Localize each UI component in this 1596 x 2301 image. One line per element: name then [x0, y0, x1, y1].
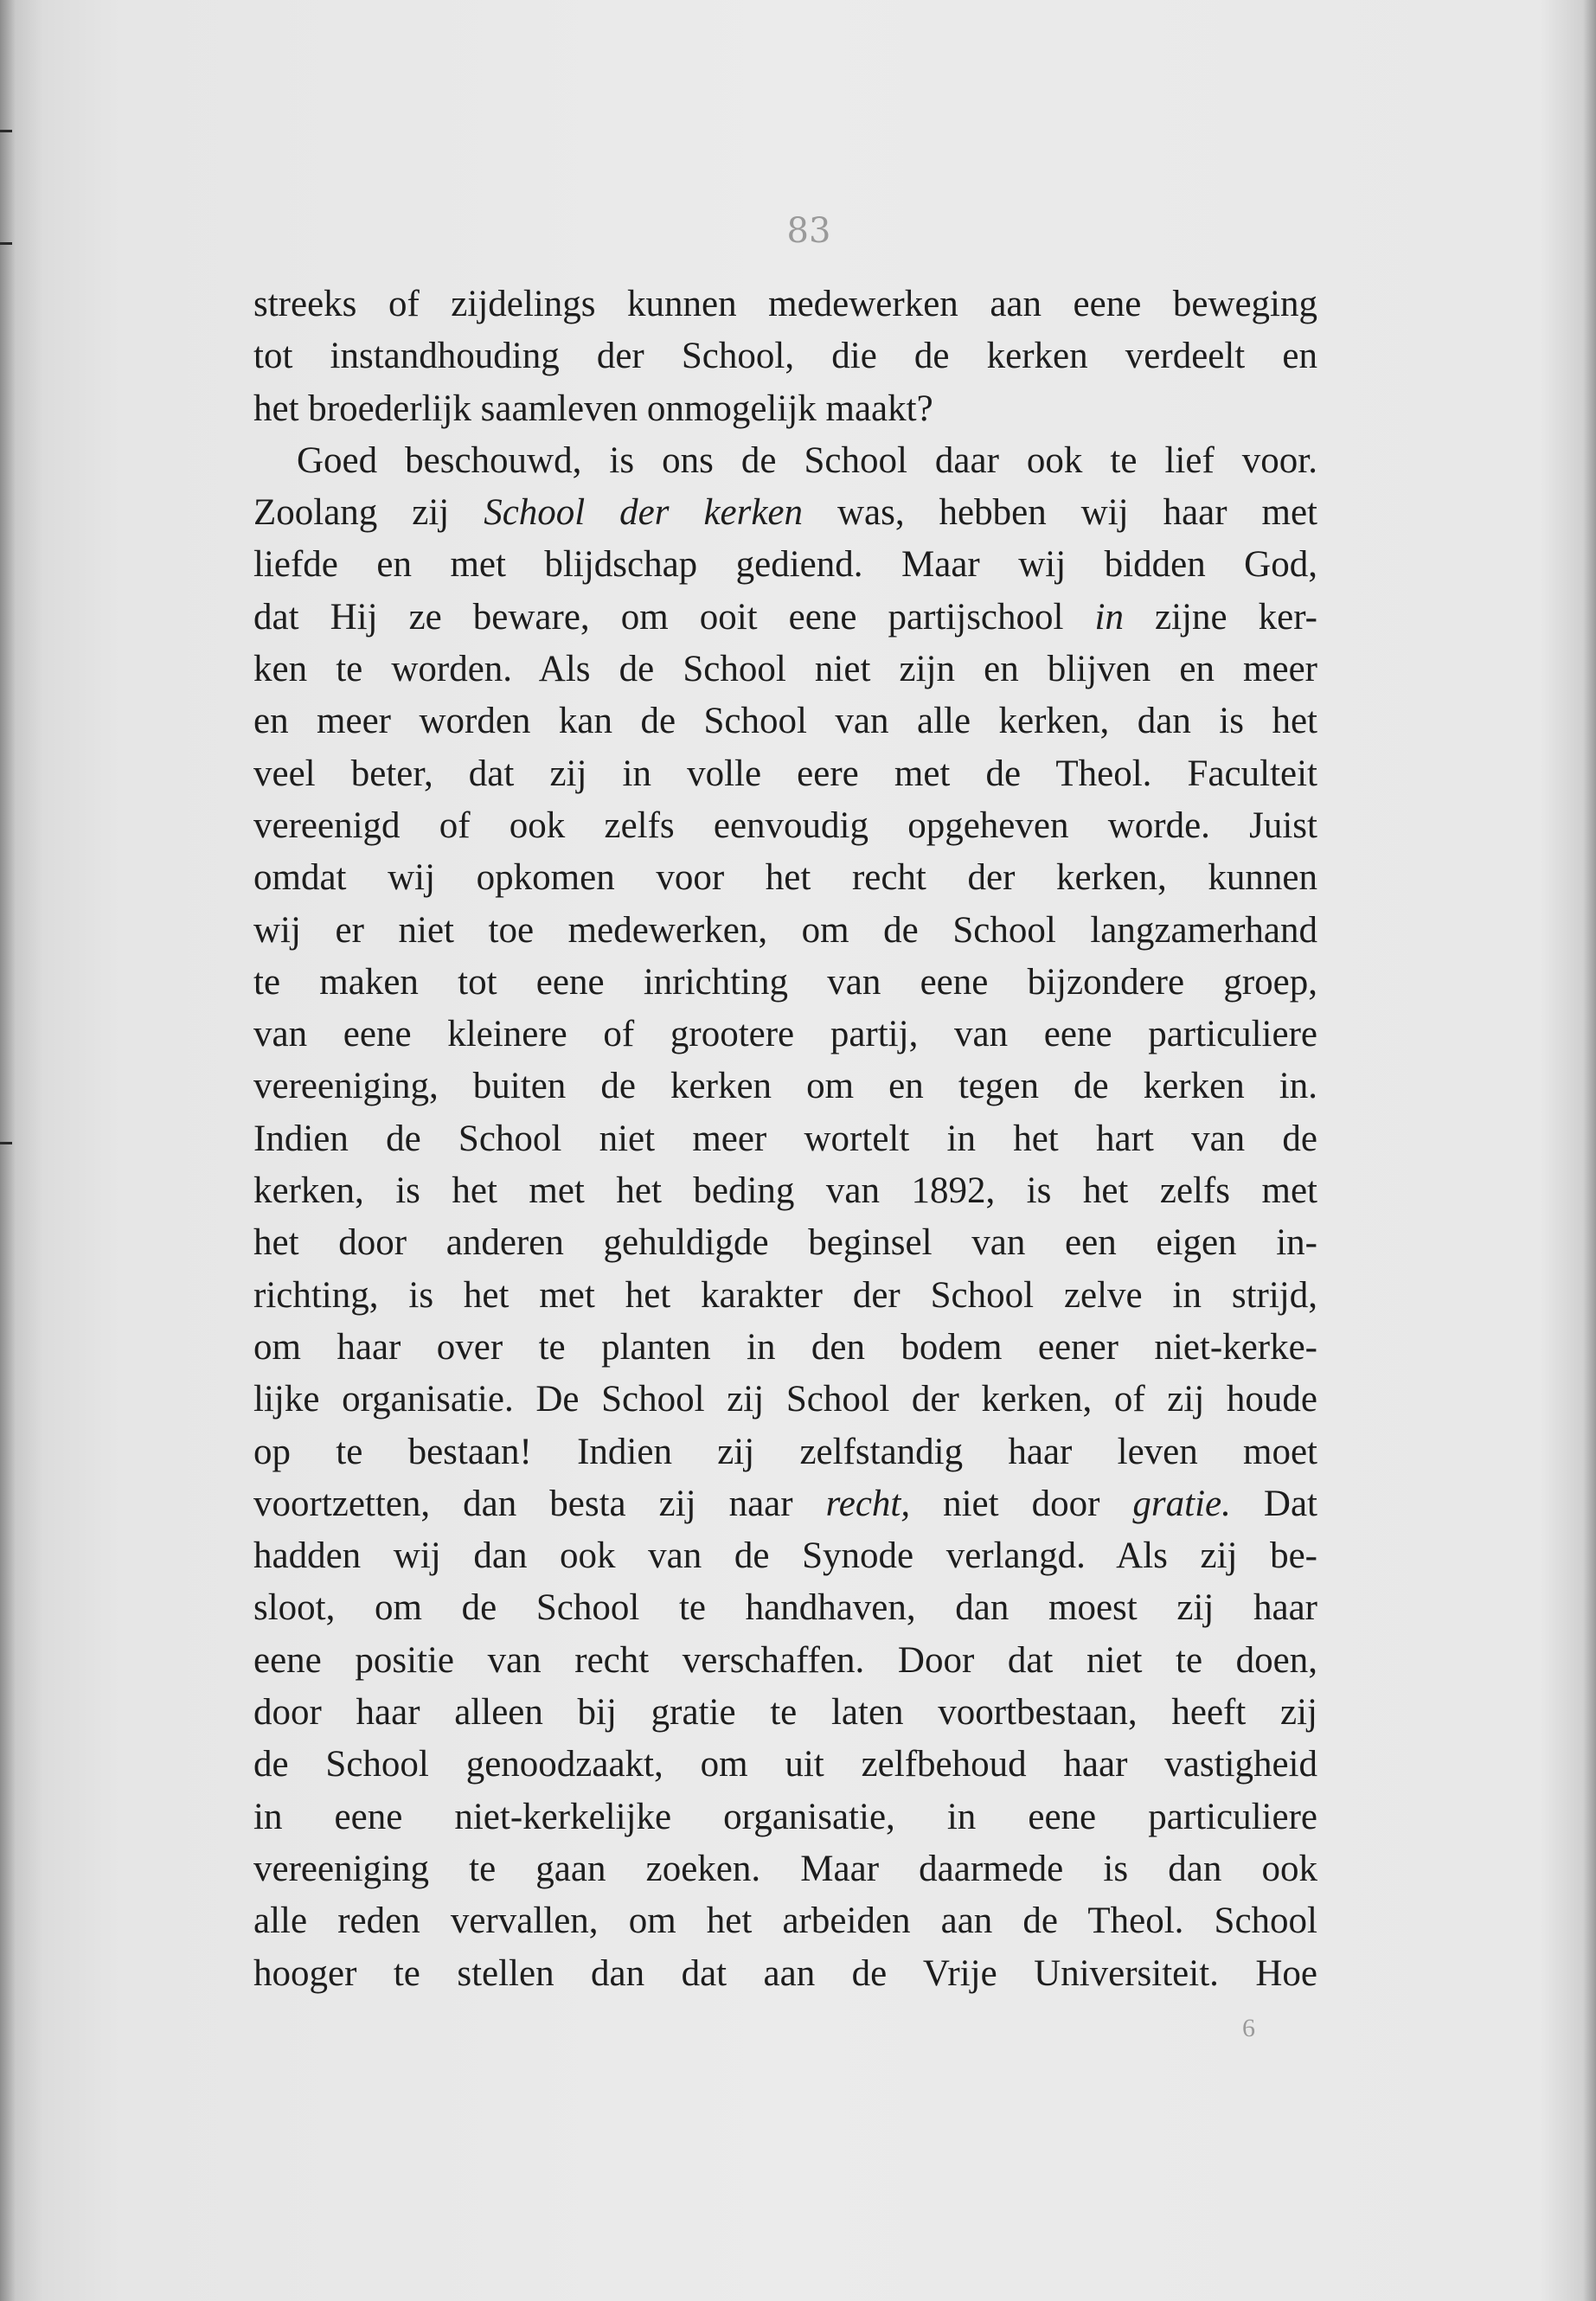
- text-run: op te bestaan! Indien zij zelfstandig haar leven moet: [253, 1431, 1317, 1472]
- text-line: [253, 1843, 1317, 1895]
- text-line: [253, 1635, 1317, 1687]
- text-line: [253, 1530, 1317, 1582]
- text-run: hadden wij dan ook van de Synode verlangd. Als zij be-: [253, 1535, 1317, 1577]
- text-line: [253, 1426, 1317, 1478]
- text-run: ken te worden. Als de School niet zijn en blijven en meer: [253, 649, 1317, 690]
- text-line: [253, 695, 1317, 747]
- text-run: hooger te stellen dan dat aan de Vrije Universiteit. Hoe: [253, 1952, 1317, 1994]
- text-run: te maken tot eene inrichting van eene bijzondere groep,: [253, 961, 1317, 1003]
- text-line: [253, 1478, 1317, 1530]
- text-line: [253, 1374, 1317, 1426]
- text-line: [253, 1217, 1317, 1269]
- text-line: [253, 1895, 1317, 1947]
- text-run: Indien de School niet meer wortelt in het hart van de: [253, 1118, 1317, 1159]
- text-line: [253, 1061, 1317, 1112]
- italic-text: School der kerken: [484, 492, 804, 534]
- text-run: streeks of zijdelings kunnen medewerken aan eene beweging: [253, 284, 1317, 324]
- text-run: eene positie van recht verschaffen. Door dat niet te doen,: [253, 1639, 1317, 1681]
- text-line: [253, 330, 1317, 382]
- text-line: [253, 592, 1317, 644]
- text-line: [253, 905, 1317, 957]
- text-line: [253, 539, 1317, 591]
- text-line: [253, 279, 1317, 330]
- page-number: 83: [786, 211, 831, 251]
- text-line: [253, 1113, 1317, 1165]
- text-line: [253, 1009, 1317, 1061]
- text-run: Zoolang zij: [253, 492, 484, 534]
- text-line: [253, 748, 1317, 800]
- text-line: [253, 1791, 1317, 1843]
- text-run: sloot, om de School te handhaven, dan moest zij haar: [253, 1587, 1317, 1629]
- text-run: voortzetten, dan besta zij naar: [253, 1483, 826, 1524]
- text-line: [253, 800, 1317, 852]
- text-line: [253, 644, 1317, 695]
- text-line: [253, 435, 1317, 487]
- text-run: Dat: [1230, 1483, 1317, 1524]
- text-run: richting, is het met het karakter der School zelve in strijd,: [253, 1274, 1317, 1316]
- text-line: [253, 383, 1317, 435]
- text-run: niet door: [910, 1483, 1133, 1524]
- text-run: vereeniging te gaan zoeken. Maar daarmede is dan ook: [253, 1848, 1317, 1889]
- text-run: van eene kleinere of grootere partij, van eene particuliere: [253, 1014, 1317, 1055]
- text-run: om haar over te planten in den bodem eener niet-kerke-: [253, 1326, 1317, 1368]
- text-run: door haar alleen bij gratie te laten voortbestaan, heeft zij: [253, 1692, 1317, 1734]
- text-run: vereeniging, buiten de kerken om en tegen de kerken in.: [253, 1066, 1317, 1107]
- text-run: zijne ker-: [1123, 596, 1317, 638]
- italic-text: gratie.: [1132, 1483, 1231, 1524]
- text-run: kerken, is het met het beding van 1892, is het zelfs met: [253, 1170, 1317, 1212]
- text-run: het door anderen gehuldigde beginsel van een eigen in-: [253, 1222, 1317, 1264]
- italic-text: in: [1094, 596, 1124, 638]
- text-line: [253, 1582, 1317, 1634]
- italic-text: recht,: [825, 1483, 911, 1524]
- text-line: [253, 1739, 1317, 1791]
- text-line: [253, 957, 1317, 1009]
- text-line: [253, 1270, 1317, 1322]
- text-run: Goed beschouwd, is ons de School daar ook te lief voor.: [297, 439, 1317, 481]
- text-line: [253, 1322, 1317, 1374]
- text-run: alle reden vervallen, om het arbeiden aan de Theol. School: [253, 1900, 1317, 1942]
- text-run: de School genoodzaakt, om uit zelfbehoud haar vastigheid: [253, 1744, 1317, 1785]
- text-line: [253, 1687, 1317, 1739]
- text-run: was, hebben wij haar met: [803, 492, 1317, 534]
- text-run: wij er niet toe medewerken, om de School langzamerhand: [253, 909, 1317, 951]
- text-run: lijke organisatie. De School zij School der kerken, of zij houde: [253, 1379, 1317, 1420]
- text-line: [253, 852, 1317, 904]
- text-run: omdat wij opkomen voor het recht der kerken, kunnen: [253, 857, 1317, 899]
- text-run: in eene niet-kerkelijke organisatie, in eene particuliere: [253, 1796, 1317, 1837]
- text-line: [253, 487, 1317, 539]
- text-run: het broederlijk saamleven onmogelijk maakt?: [253, 388, 933, 429]
- text-run: vereenigd of ook zelfs eenvoudig opgeheven worde. Juist: [253, 804, 1317, 846]
- text-run: tot instandhouding der School, die de kerken verdeelt en: [253, 336, 1317, 377]
- text-run: veel beter, dat zij in volle eere met de Theol. Faculteit: [253, 753, 1317, 794]
- body-text: [253, 279, 1317, 2000]
- text-run: dat Hij ze beware, om ooit eene partijschool: [253, 596, 1095, 638]
- text-line: [253, 1948, 1317, 2000]
- text-run: liefde en met blijdschap gediend. Maar wij bidden God,: [253, 544, 1317, 586]
- text-line: [253, 1165, 1317, 1217]
- signature-mark: 6: [1242, 2014, 1255, 2042]
- text-run: en meer worden kan de School van alle kerken, dan is het: [253, 701, 1317, 742]
